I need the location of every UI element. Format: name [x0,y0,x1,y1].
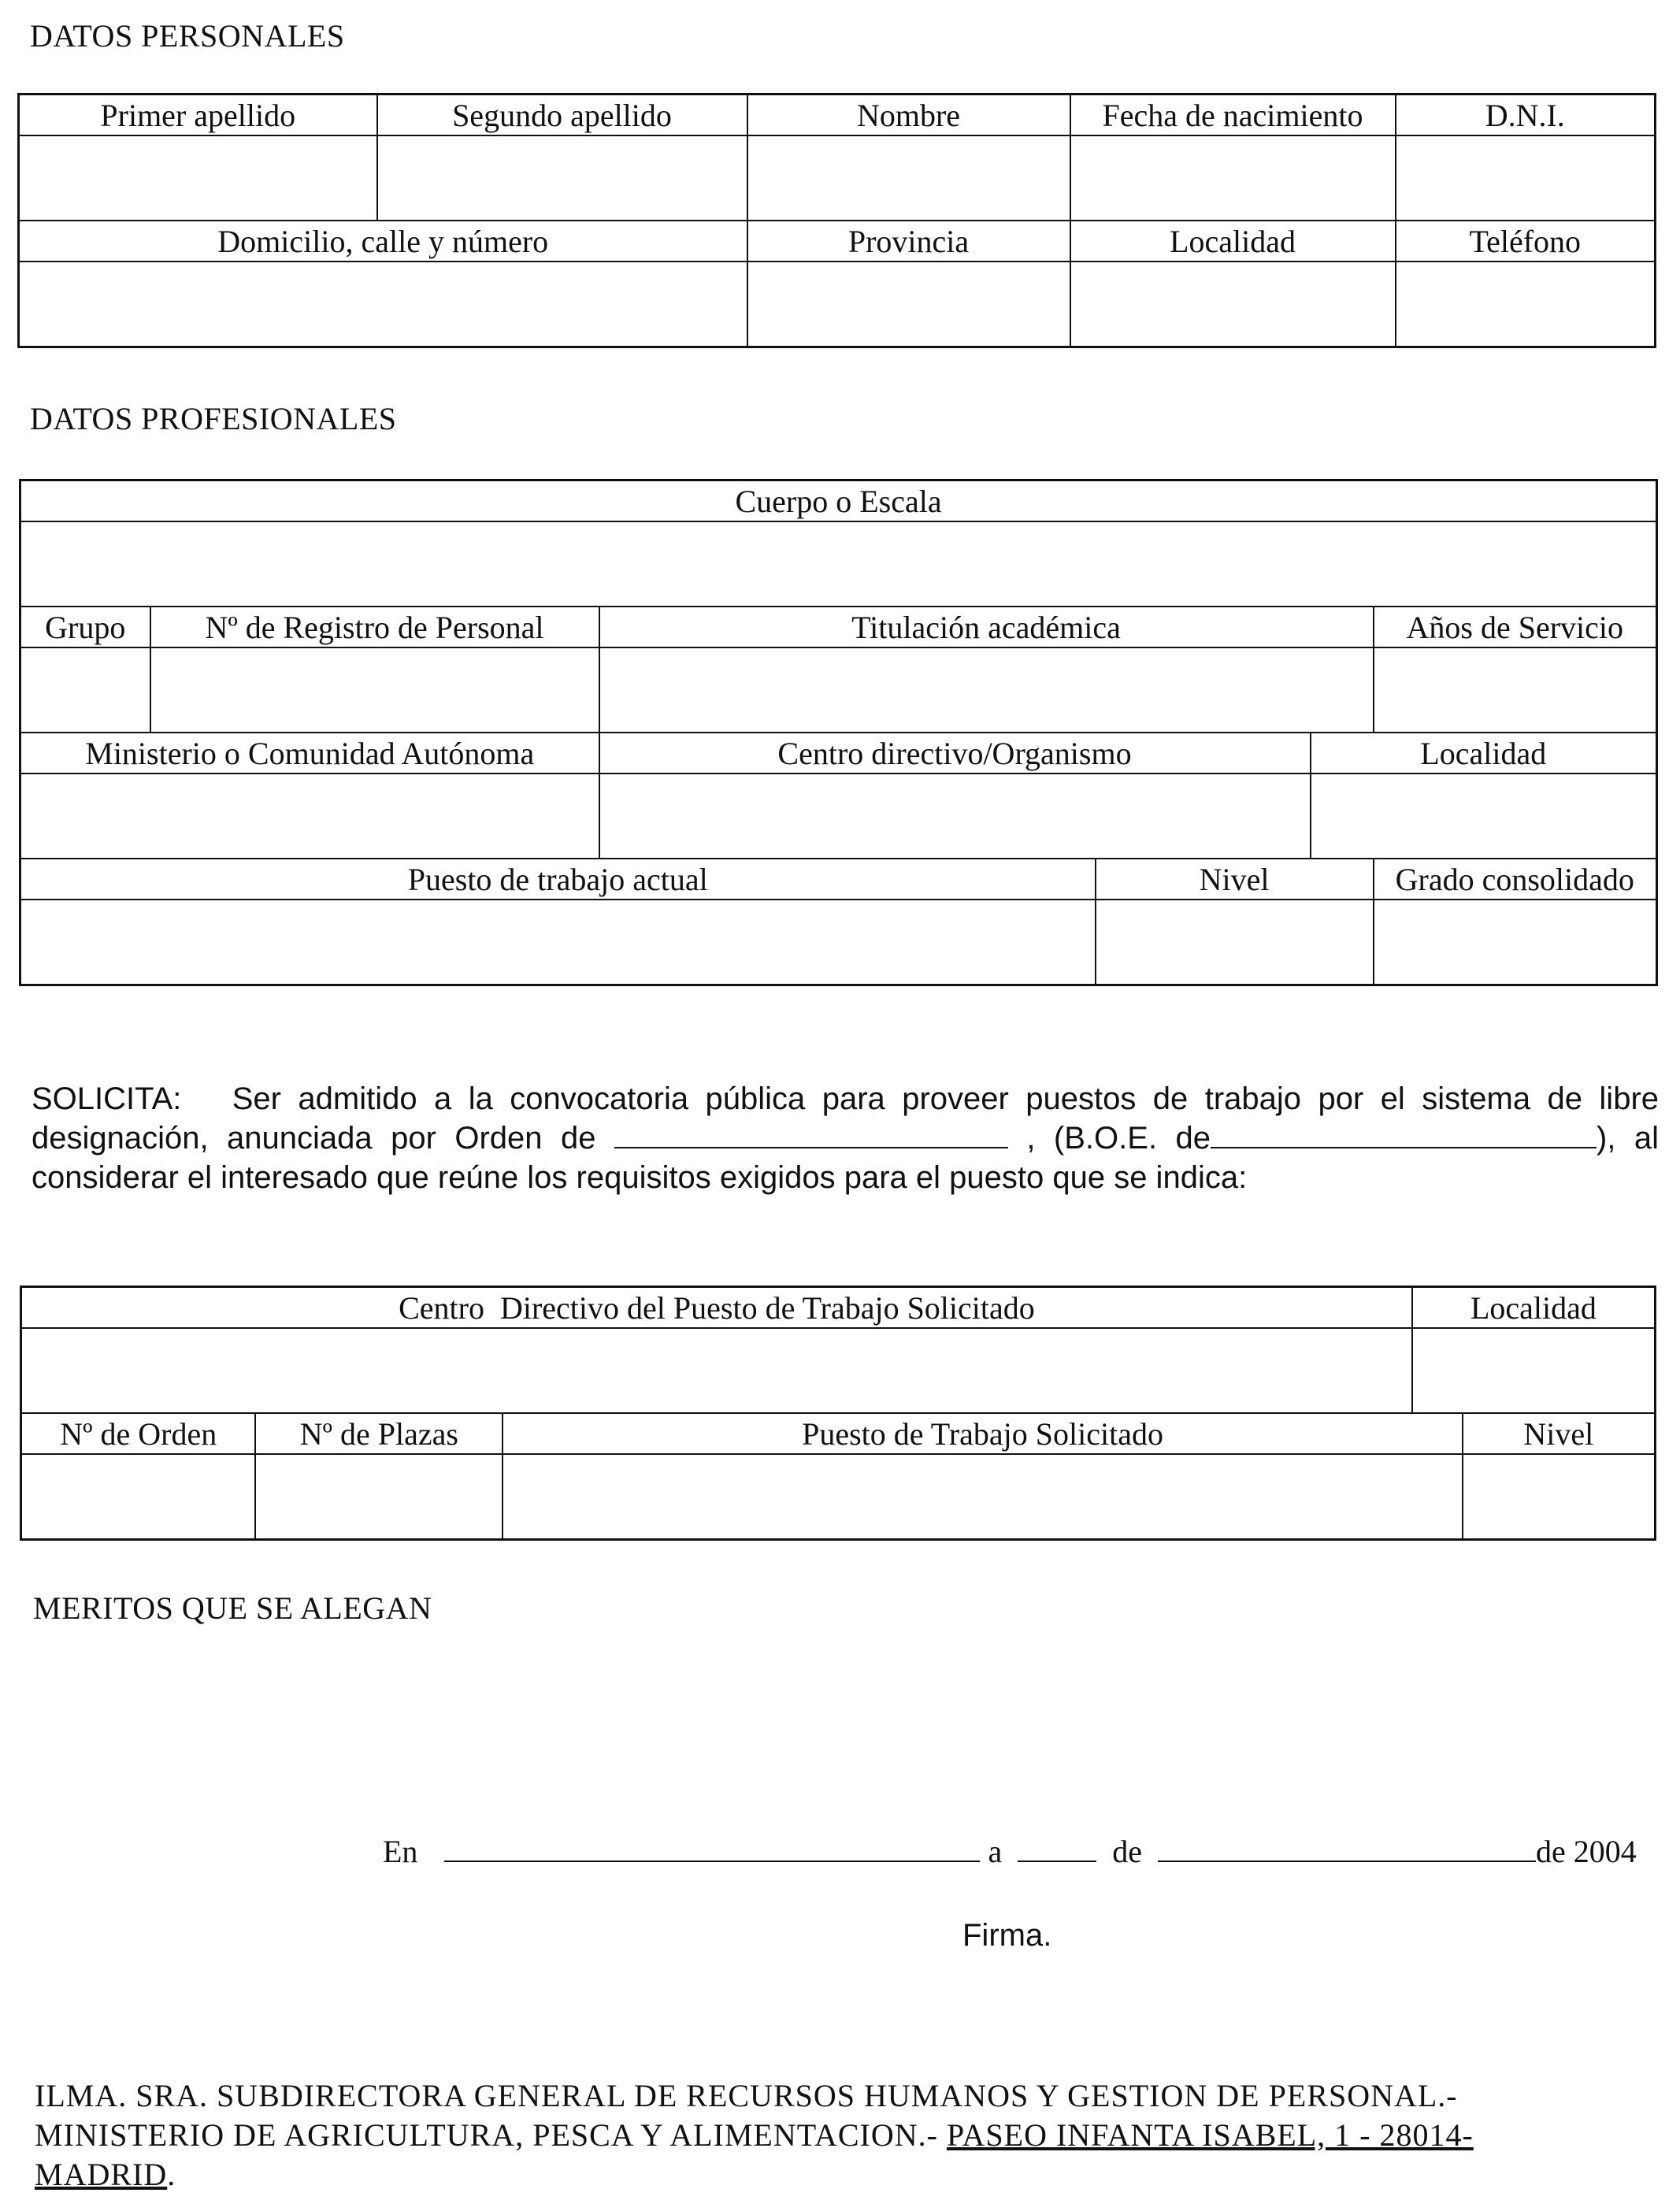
field-grado-consolidado[interactable] [1374,900,1657,985]
date-a-label: a [988,1834,1003,1869]
solicita-text-1: Ser admitido a la convocatoria pública para proveer puestos de trabajo por el sistema de libre designación, anunciada por Orden de [32,1081,1660,1156]
field-ministerio[interactable] [20,774,599,859]
signature-label: Firma. [962,1918,1052,1953]
blank-dia[interactable] [1018,1832,1096,1862]
addressee-street: PASEO INFANTA ISABEL, 1 - 28014- [946,2117,1474,2153]
label-provincia: Provincia [747,221,1070,262]
solicita-label: SOLICITA: [32,1081,182,1116]
label-dni: D.N.I. [1396,95,1656,136]
label-anos-servicio: Años de Servicio [1374,607,1657,647]
field-cuerpo-escala[interactable] [20,521,1657,607]
requested-position-table [20,1285,1656,1541]
field-nombre[interactable] [747,135,1070,221]
field-grupo[interactable] [20,647,150,733]
solicita-paragraph [32,1079,1659,1197]
field-numero-orden[interactable] [21,1454,256,1539]
addressee-line-3 [35,2155,1665,2194]
field-anos-servicio[interactable] [1374,647,1657,733]
addressee-block [35,2076,1665,2194]
label-grado-consolidado: Grado consolidado [1374,859,1657,900]
label-grupo: Grupo [20,607,150,647]
addressee-city: MADRID [35,2157,168,2192]
label-puesto-actual: Puesto de trabajo actual [20,859,1096,900]
field-domicilio[interactable] [19,262,747,347]
date-year-label: de 2004 [1535,1834,1637,1869]
label-numero-plazas: Nº de Plazas [255,1413,503,1454]
date-de-label: de [1112,1834,1142,1869]
label-ministerio: Ministerio o Comunidad Autónoma [20,733,599,774]
label-localidad-solicitado: Localidad [1412,1287,1656,1329]
field-localidad[interactable] [1070,262,1396,347]
label-nivel: Nivel [1096,859,1374,900]
section-heading-professional: DATOS PROFESIONALES [30,401,397,436]
label-puesto-solicitado: Puesto de Trabajo Solicitado [503,1413,1462,1454]
addressee-line-2 [35,2116,1665,2155]
field-centro-directivo[interactable] [599,774,1311,859]
solicita-text-2: , (B.O.E. de [1026,1121,1211,1156]
field-nivel[interactable] [1096,900,1374,985]
label-nivel-solicitado: Nivel [1463,1413,1656,1454]
label-domicilio: Domicilio, calle y número [19,221,747,262]
label-localidad: Localidad [1070,221,1396,262]
label-centro-puesto-solicitado: Centro Directivo del Puesto de Trabajo Solicitado [21,1287,1412,1329]
addressee-city-end: . [167,2157,176,2192]
field-puesto-actual[interactable] [20,900,1096,985]
label-telefono: Teléfono [1396,221,1656,262]
blank-lugar[interactable] [444,1832,980,1862]
field-nivel-solicitado[interactable] [1463,1454,1656,1539]
addressee-ministry: MINISTERIO DE AGRICULTURA, PESCA Y ALIMENTACION.- [35,2117,938,2153]
label-titulacion: Titulación académica [599,607,1374,647]
professional-data-table [19,479,1658,986]
solicita-text-3: ), al considerar el interesado que reúne los requisitos exigidos para el puesto que se indica: [32,1121,1660,1195]
field-registro-personal[interactable] [150,647,599,733]
personal-data-table [17,93,1656,348]
blank-mes[interactable] [1158,1832,1536,1862]
field-titulacion[interactable] [599,647,1374,733]
label-fecha-nacimiento: Fecha de nacimiento [1070,95,1396,136]
blank-boe[interactable] [1211,1119,1597,1148]
field-numero-plazas[interactable] [255,1454,503,1539]
field-primer-apellido[interactable] [19,135,377,221]
addressee-line-1: ILMA. SRA. SUBDIRECTORA GENERAL DE RECURSOS HUMANOS Y GESTION DE PERSONAL.- [35,2078,1458,2113]
section-heading-merits: MERITOS QUE SE ALEGAN [33,1590,432,1626]
field-dni[interactable] [1396,135,1656,221]
date-en-label: En [383,1834,418,1869]
label-centro-directivo: Centro directivo/Organismo [599,733,1311,774]
label-numero-orden: Nº de Orden [21,1413,256,1454]
field-segundo-apellido[interactable] [377,135,747,221]
date-line [383,1832,1637,1872]
label-primer-apellido: Primer apellido [19,95,377,136]
label-segundo-apellido: Segundo apellido [377,95,747,136]
field-provincia[interactable] [747,262,1070,347]
field-fecha-nacimiento[interactable] [1070,135,1396,221]
blank-orden[interactable] [614,1119,1008,1148]
label-nombre: Nombre [747,95,1070,136]
field-puesto-solicitado[interactable] [503,1454,1462,1539]
label-cuerpo-escala: Cuerpo o Escala [20,480,1657,522]
label-localidad-prof: Localidad [1311,733,1657,774]
section-heading-personal: DATOS PERSONALES [30,18,345,54]
field-localidad-solicitado[interactable] [1412,1328,1656,1413]
field-centro-puesto-solicitado[interactable] [21,1328,1412,1413]
field-telefono[interactable] [1396,262,1656,347]
field-localidad-prof[interactable] [1311,774,1657,859]
label-registro-personal: Nº de Registro de Personal [150,607,599,647]
